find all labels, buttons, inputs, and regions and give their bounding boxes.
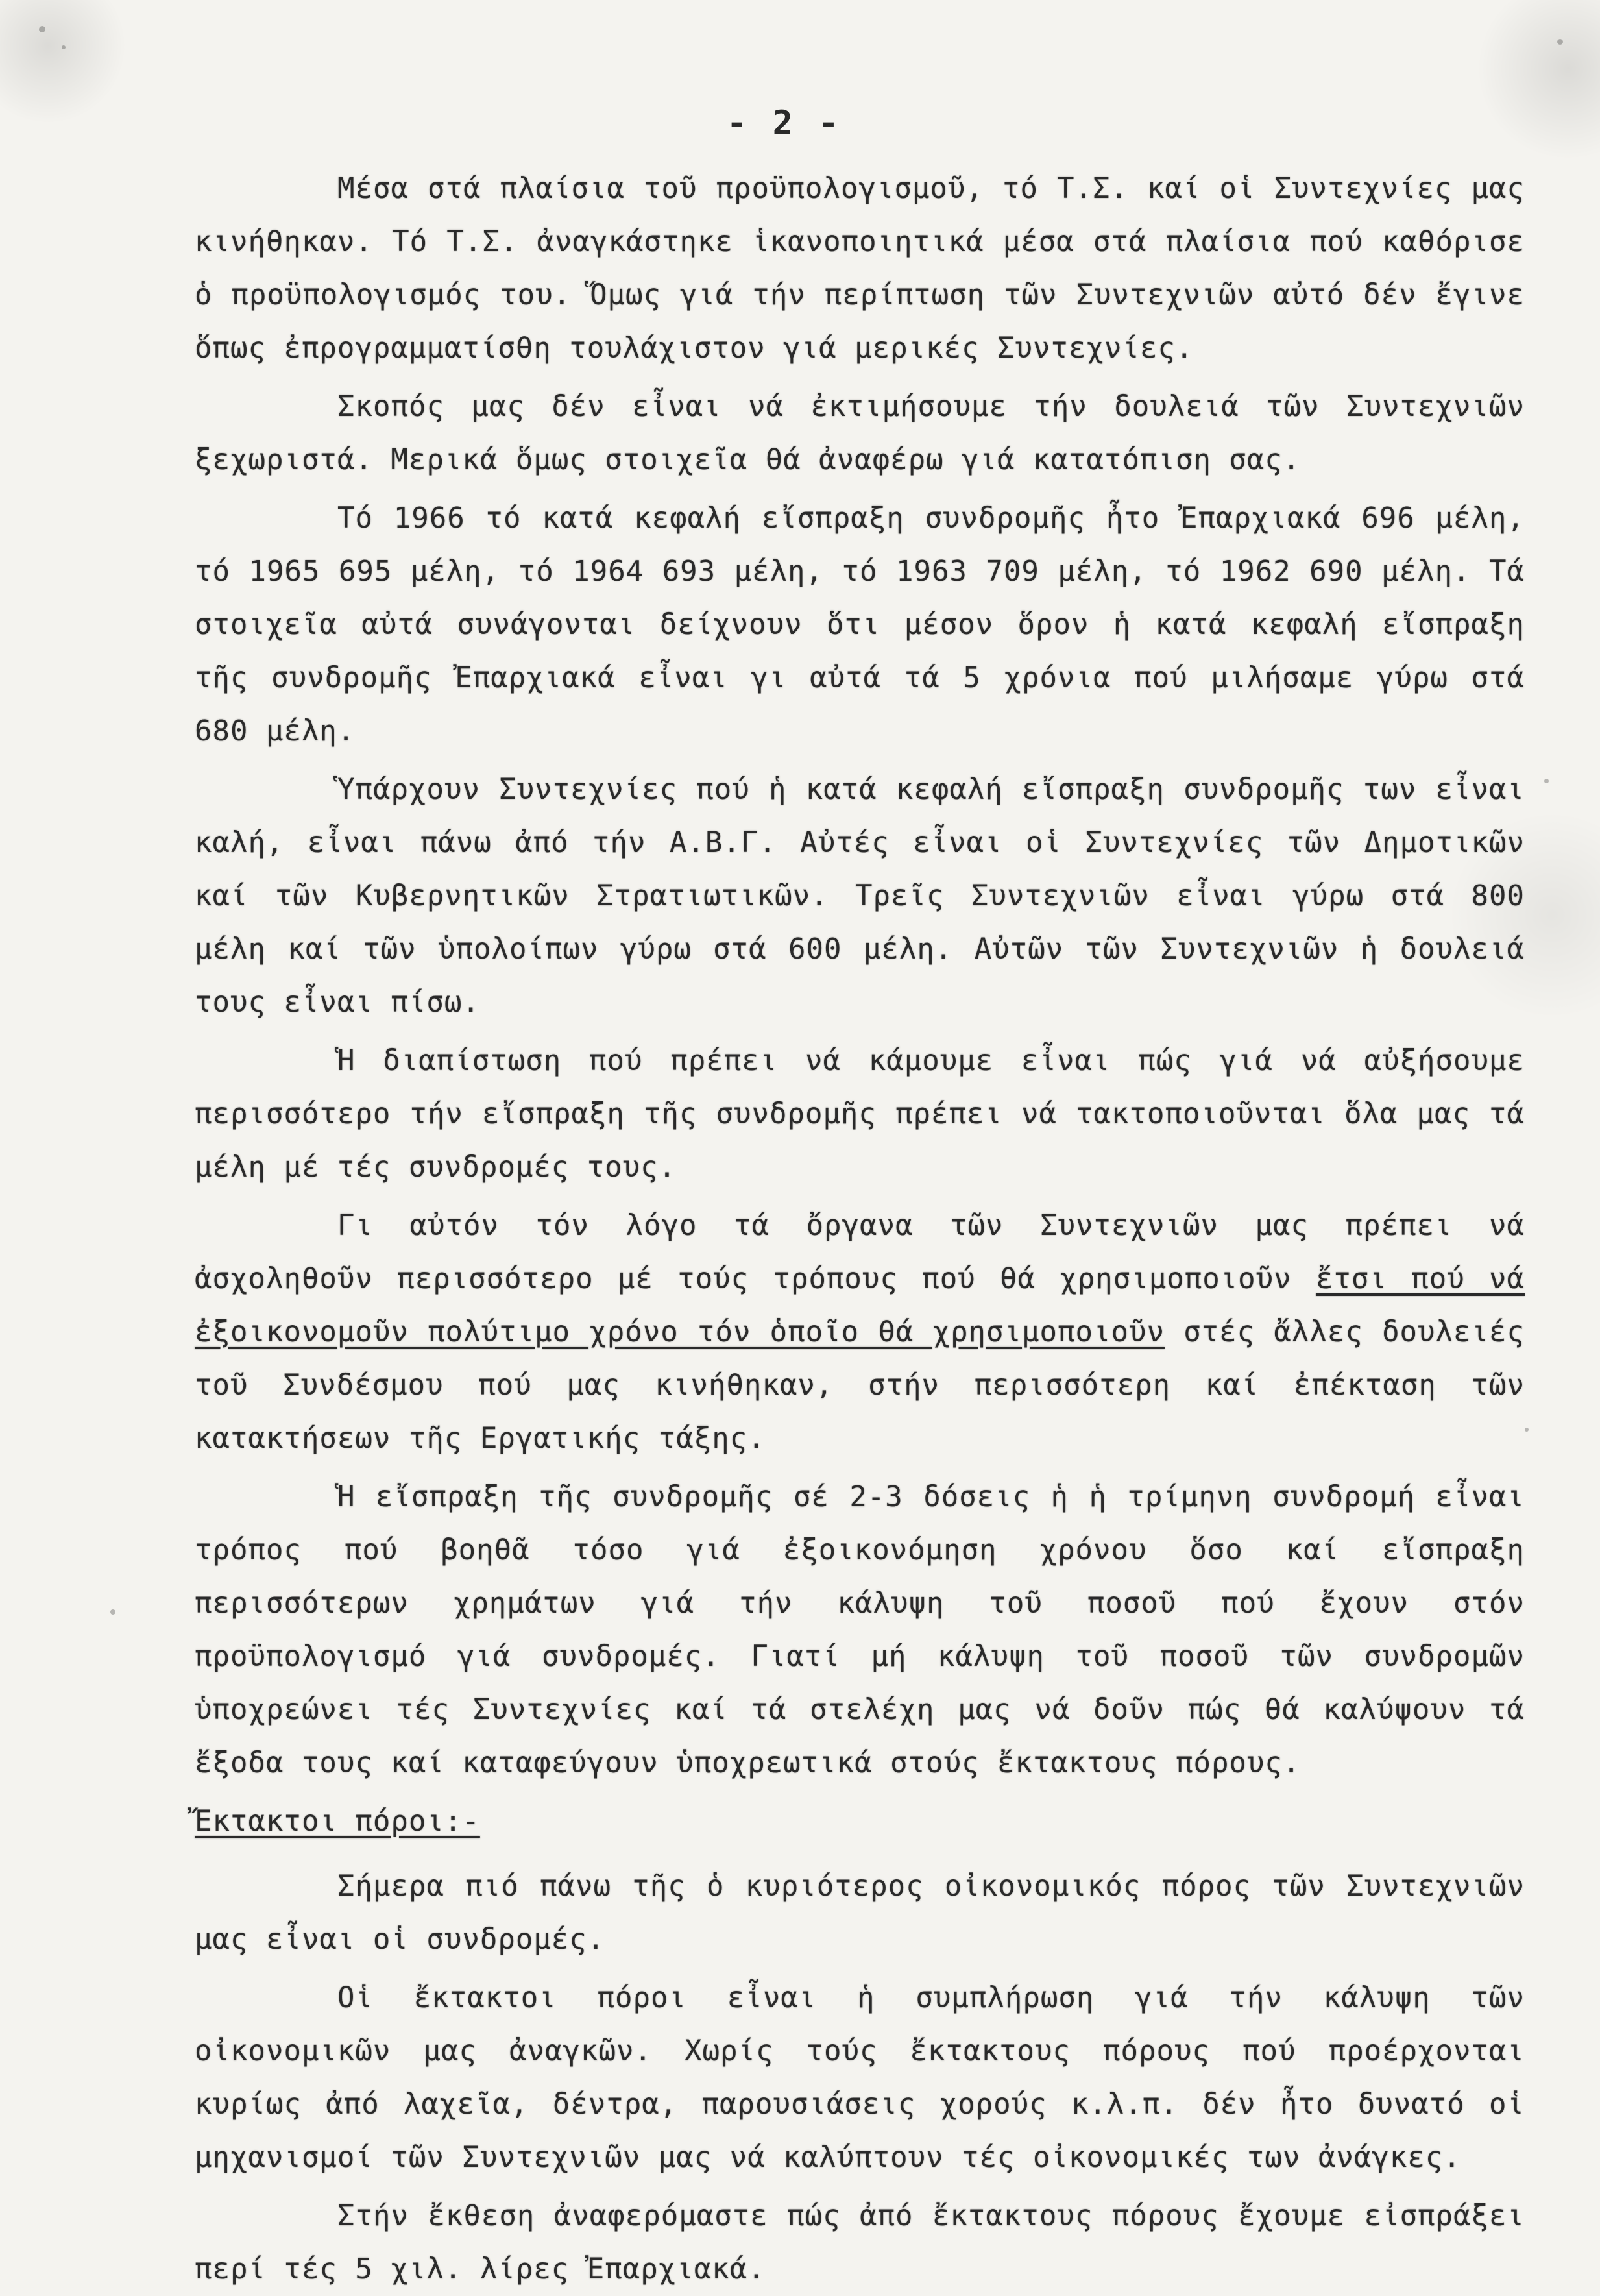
paragraph-installments: Ἡ εἴσπραξη τῆς συνδρομῆς σέ 2-3 δόσεις ἡ ἡ τρίμηνη συνδρομή εἶναι τρόπος πού βοηθᾶ τόσο γιά ἐξοικονόμηση χρόνου ὅσο καί εἴσπραξη περισσότερων χρημάτων γιά τήν κάλυψη τοῦ ποσοῦ πού ἔχουν στόν προϋπολογισμό γιά συνδρομές. Γιατί μή κάλυψη τοῦ ποσοῦ τῶν συνδρομῶν ὑποχρεώνει τές Συντεχνίες καί τά στελέχη μας νά δοῦν πώς θά καλύψουν τά ἔξοδα τους καί καταφεύγουν ὑποχρεωτικά στούς ἔκτακτους πόρους. bbox=[195, 1480, 1525, 1779]
scan-speck bbox=[39, 26, 45, 32]
paragraph-finding: Ἡ διαπίστωση πού πρέπει νά κάμουμε εἶναι πώς γιά νά αὐξήσουμε περισσότερο τήν εἴσπραξη τῆς συνδρομῆς πρέπει νά τακτοποιοῦνται ὅλα μας τά μέλη μέ τές συνδρομές τους. bbox=[195, 1044, 1525, 1184]
scan-speck bbox=[1544, 779, 1549, 783]
section-heading-extra-income: Ἔκτακτοι πόροι:- bbox=[195, 1805, 480, 1838]
scan-speck bbox=[110, 1609, 115, 1615]
paragraph-methods bbox=[195, 1199, 1525, 1465]
scan-speck bbox=[1525, 1428, 1529, 1432]
page-number: - 2 - bbox=[727, 104, 842, 143]
paragraph-good-unions: Ὑπάρχουν Συντεχνίες πού ἡ κατά κεφαλή εἴσπραξη συνδρομῆς των εἶναι καλή, εἶναι πάνω ἀπό τήν Α.Β.Γ. Αὐτές εἶναι οἱ Συντεχνίες τῶν Δημοτικῶν καί τῶν Κυβερνητικῶν Στρατιωτικῶν. Τρεῖς Συντεχνιῶν εἶναι γύρω στά 800 μέλη καί τῶν ὑπολοίπων γύρω στά 600 μέλη. Αὐτῶν τῶν Συντεχνιῶν ἡ δουλειά τους εἶναι πίσω. bbox=[195, 773, 1525, 1019]
paragraph-purpose: Σκοπός μας δέν εἶναι νά ἐκτιμήσουμε τήν δουλειά τῶν Συντεχνιῶν ξεχωριστά. Μερικά ὅμως στοιχεῖα θά ἀναφέρω γιά κατατόπιση σας. bbox=[195, 390, 1525, 476]
paragraph-methods-underlined: ἔτσι πού νά ἐξοικονομοῦν πολύτιμο χρόνο τόν ὁποῖο θά χρησιμοποιοῦν bbox=[195, 1262, 1525, 1349]
paragraph-extra-income: Οἱ ἔκτακτοι πόροι εἶναι ἡ συμπλήρωση γιά τήν κάλυψη τῶν οἰκονομικῶν μας ἀναγκῶν. Χωρίς τούς ἔκτακτους πόρους πού προέρχονται κυρίως ἀπό λαχεῖα, δέντρα, παρουσιάσεις χορούς κ.λ.π. δέν ἦτο δυνατό οἱ μηχανισμοί τῶν Συντεχνιῶν μας νά καλύπτουν τές οἰκονομικές των ἀνάγκες. bbox=[195, 1981, 1525, 2174]
paragraph-report: Στήν ἔκθεση ἀναφερόμαστε πώς ἀπό ἔκτακτους πόρους ἔχουμε εἰσπράξει περί τές 5 χιλ. λίρες Ἐπαρχιακά. bbox=[195, 2199, 1525, 2286]
paragraph-main-income: Σήμερα πιό πάνω τῆς ὁ κυριότερος οἰκονομικός πόρος τῶν Συντεχνιῶν μας εἶναι οἱ συνδρομές. bbox=[195, 1870, 1525, 1956]
paragraph-methods-end: στές ἄλλες δουλειές τοῦ Συνδέσμου πού μας κινήθηκαν, στήν περισσότερη καί ἐπέκταση τῶν κατακτήσεων τῆς Εργατικής τάξης. bbox=[195, 1315, 1525, 1455]
paragraph-methods-start: Γι αὐτόν τόν λόγο τά ὄργανα τῶν Συντεχνιῶν μας πρέπει νά ἀσχοληθοῦν περισσότερο μέ τούς τρόπους πού θά χρησιμοποιοῦν bbox=[195, 1209, 1525, 1295]
paragraph-budget: Μέσα στά πλαίσια τοῦ προϋπολογισμοῦ, τό Τ.Σ. καί οἱ Συντεχνίες μας κινήθηκαν. Τό Τ.Σ. ἀναγκάστηκε ἱκανοποιητικά μέσα στά πλαίσια πού καθόρισε ὁ προϋπολογισμός του. Ὅμως γιά τήν περίπτωση τῶν Συντεχνιῶν αὐτό δέν ἔγινε ὅπως ἐπρογραμματίσθη τουλάχιστον γιά μερικές Συντεχνίες. bbox=[195, 172, 1525, 365]
document-body bbox=[195, 162, 1525, 2296]
paragraph-membership-figures: Τό 1966 τό κατά κεφαλή εἴσπραξη συνδρομῆς ἦτο Ἐπαρχιακά 696 μέλη, τό 1965 695 μέλη, τό 1964 693 μέλη, τό 1963 709 μέλη, τό 1962 690 μέλη. Τά στοιχεῖα αὐτά συνάγονται δείχνουν ὅτι μέσον ὅρον ἡ κατά κεφαλή εἴσπραξη τῆς συνδρομῆς Ἐπαρχιακά εἶναι γι αὐτά τά 5 χρόνια πού μιλήσαμε γύρω στά 680 μέλη. bbox=[195, 502, 1525, 748]
scan-speck bbox=[62, 45, 66, 49]
scan-speck bbox=[1557, 39, 1563, 45]
